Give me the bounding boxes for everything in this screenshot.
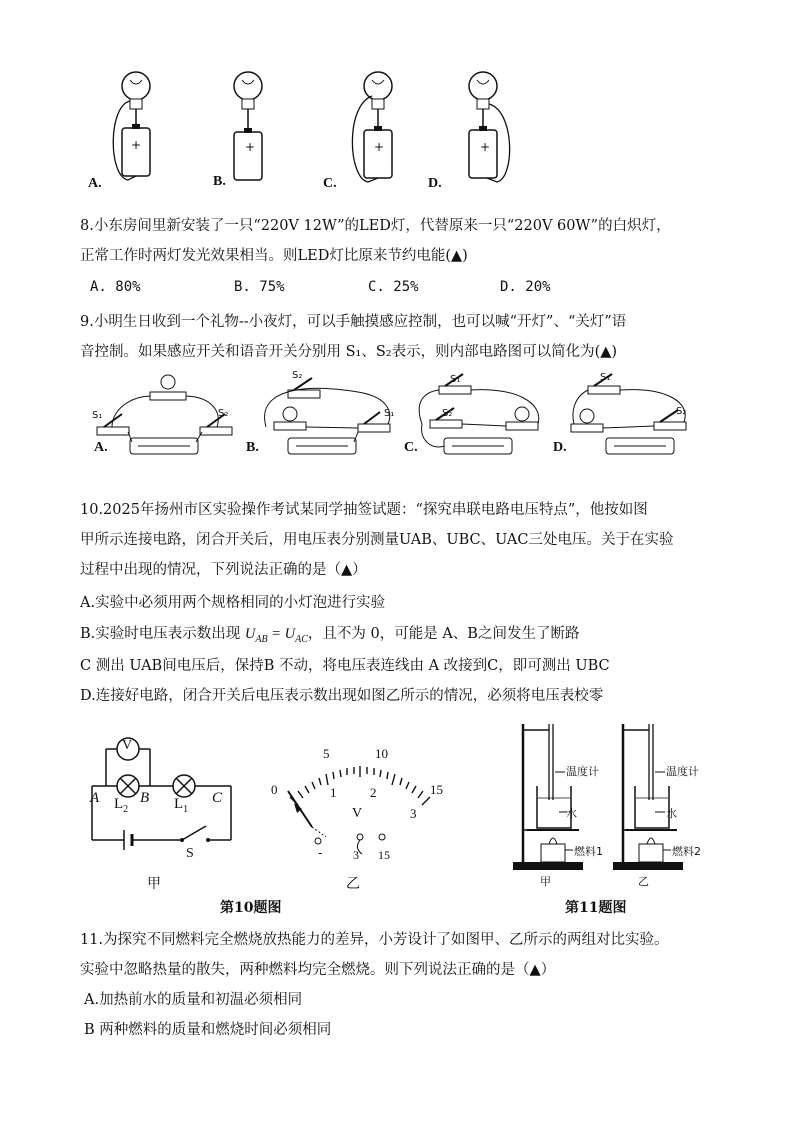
dial-tick-1: 1 xyxy=(330,785,337,800)
fuel2-label: 燃料2 xyxy=(672,845,701,858)
q7-figure-a xyxy=(88,66,168,186)
q9c-s1-label: S₁ xyxy=(450,374,461,385)
q9-stem-line1: 9.小明生日收到一个礼物--小夜灯，可以手触摸感应控制，也可以喊“开灯”、“关灯”语 xyxy=(80,314,627,330)
q9a-s1-label: S₁ xyxy=(92,410,103,421)
q8-option-a: A. 80% xyxy=(90,279,141,295)
q8-option-c: C. 25% xyxy=(368,279,419,295)
q9d-s1-label: S₁ xyxy=(600,372,611,383)
q10-option-b-pre: B.实验时电压表示数出现 xyxy=(80,626,245,642)
q9-label-b: B. xyxy=(246,440,259,455)
q10-stem-line2: 甲所示连接电路，闭合开关后，用电压表分别测量UAB、UBC、UAC三处电压。关于在实验 xyxy=(80,532,674,548)
thermometer-label-left: 温度计 xyxy=(566,765,599,778)
q9b-s1-label: S₁ xyxy=(384,408,395,419)
q9-label-d: D. xyxy=(553,440,567,455)
q7-plus-d: + xyxy=(480,140,491,154)
q9-label-c: C. xyxy=(404,440,418,455)
q11-fig-yi-label: 乙 xyxy=(638,875,649,888)
fig11-caption: 第11题图 xyxy=(565,900,627,916)
q7-plus-c: + xyxy=(374,140,385,154)
q10-option-d: D.连接好电路，闭合开关后电压表示数出现如图乙所示的情况，必须将电压表校零 xyxy=(80,688,604,704)
q7-label-a: A. xyxy=(88,176,102,191)
q8-option-b: B. 75% xyxy=(234,279,285,295)
q10-option-b xyxy=(80,624,579,650)
dial-tick-0: 0 xyxy=(271,782,278,797)
q9c-s2-label: S₂ xyxy=(442,408,453,419)
q9b-s2-label: S₂ xyxy=(292,370,303,381)
thermometer-label-right: 温度计 xyxy=(666,765,699,778)
q7-plus-a: + xyxy=(131,138,142,152)
q7-label-c: C. xyxy=(323,176,337,191)
q11-stem-line2: 实验中忽略热量的散失，两种燃料均完全燃烧。则下列说法正确的是（▲） xyxy=(80,962,556,978)
q9d-s2-label: S₂ xyxy=(676,406,687,417)
q9-circuit-d xyxy=(566,372,716,462)
q9a-s2-label: S₂ xyxy=(218,408,229,419)
node-c-label: C xyxy=(212,790,223,806)
terminal-minus: - xyxy=(318,846,323,861)
dial-tick-5: 5 xyxy=(323,746,330,761)
q7-figure-c xyxy=(330,66,410,186)
q10-option-b-post: ，且不为 0，可能是 A、B之间发生了断路 xyxy=(307,626,580,642)
dial-tick-3: 3 xyxy=(410,806,417,821)
terminal-3: 3 xyxy=(353,848,359,862)
lamp-l2-label: $L_2$ xyxy=(114,796,129,815)
fuel1-label: 燃料1 xyxy=(574,845,603,858)
node-b-label: B xyxy=(140,790,150,806)
terminal-15: 15 xyxy=(378,848,390,862)
q10-stem-line3: 过程中出现的情况，下列说法正确的是（▲） xyxy=(80,562,367,578)
water-label-left: 水 xyxy=(566,807,577,820)
water-label-right: 水 xyxy=(666,807,677,820)
q11-option-a: A.加热前水的质量和初温必须相同 xyxy=(84,992,303,1008)
q10-stem-line1: 10.2025年扬州市区实验操作考试某同学抽签试题：“探究串联电路电压特点”，他按如图 xyxy=(80,502,648,518)
q7-label-b: B. xyxy=(213,174,226,189)
q10-option-c: C 测出 UAB间电压后，保持B 不动，将电压表连线由 A 改接到C，即可测出 UBC xyxy=(80,658,610,674)
q11-fig-jia-label: 甲 xyxy=(540,875,551,888)
q9-stem-line2: 音控制。如果感应开关和语音开关分别用 S₁、S₂表示，则内部电路图可以简化为(▲) xyxy=(80,344,618,360)
q7-plus-b: + xyxy=(245,140,256,154)
dial-tick-15: 15 xyxy=(430,782,443,797)
q7-label-d: D. xyxy=(428,176,442,191)
fig10-caption: 第10题图 xyxy=(220,900,282,916)
q8-option-d: D. 20% xyxy=(500,279,551,295)
fig-yi-label: 乙 xyxy=(346,876,360,892)
q11-option-b: B 两种燃料的质量和燃烧时间必须相同 xyxy=(84,1022,332,1038)
fig-jia-label: 甲 xyxy=(147,876,161,892)
q11-stem-line1: 11.为探究不同燃料完全燃烧放热能力的差异，小芳设计了如图甲、乙所示的两组对比实验。 xyxy=(80,932,669,948)
switch-s-label: S xyxy=(186,846,194,861)
q10-option-b-math: $U_{AB} = U_{AC}$ xyxy=(244,626,308,645)
q8-stem-line2: 正常工作时两灯发光效果相当。则LED灯比原来节约电能(▲) xyxy=(80,248,468,264)
voltmeter-symbol: V xyxy=(122,738,133,753)
q7-figure-d xyxy=(445,66,525,186)
lamp-l1-label: $L_1$ xyxy=(174,796,189,815)
q9-label-a: A. xyxy=(94,440,108,455)
voltmeter-dial xyxy=(270,745,450,855)
q9-circuit-c xyxy=(414,372,564,462)
dial-tick-10: 10 xyxy=(375,746,388,761)
dial-tick-2: 2 xyxy=(370,785,377,800)
q10-option-a: A.实验中必须用两个规格相同的小灯泡进行实验 xyxy=(80,595,386,611)
node-a-label: A xyxy=(90,790,100,806)
dial-unit-v: V xyxy=(352,806,363,821)
q7-figure-b xyxy=(215,66,295,186)
q8-stem-line1: 8.小东房间里新安装了一只“220V 12W”的LED灯，代替原来一只“220V 60W”的白炽灯， xyxy=(80,218,671,234)
